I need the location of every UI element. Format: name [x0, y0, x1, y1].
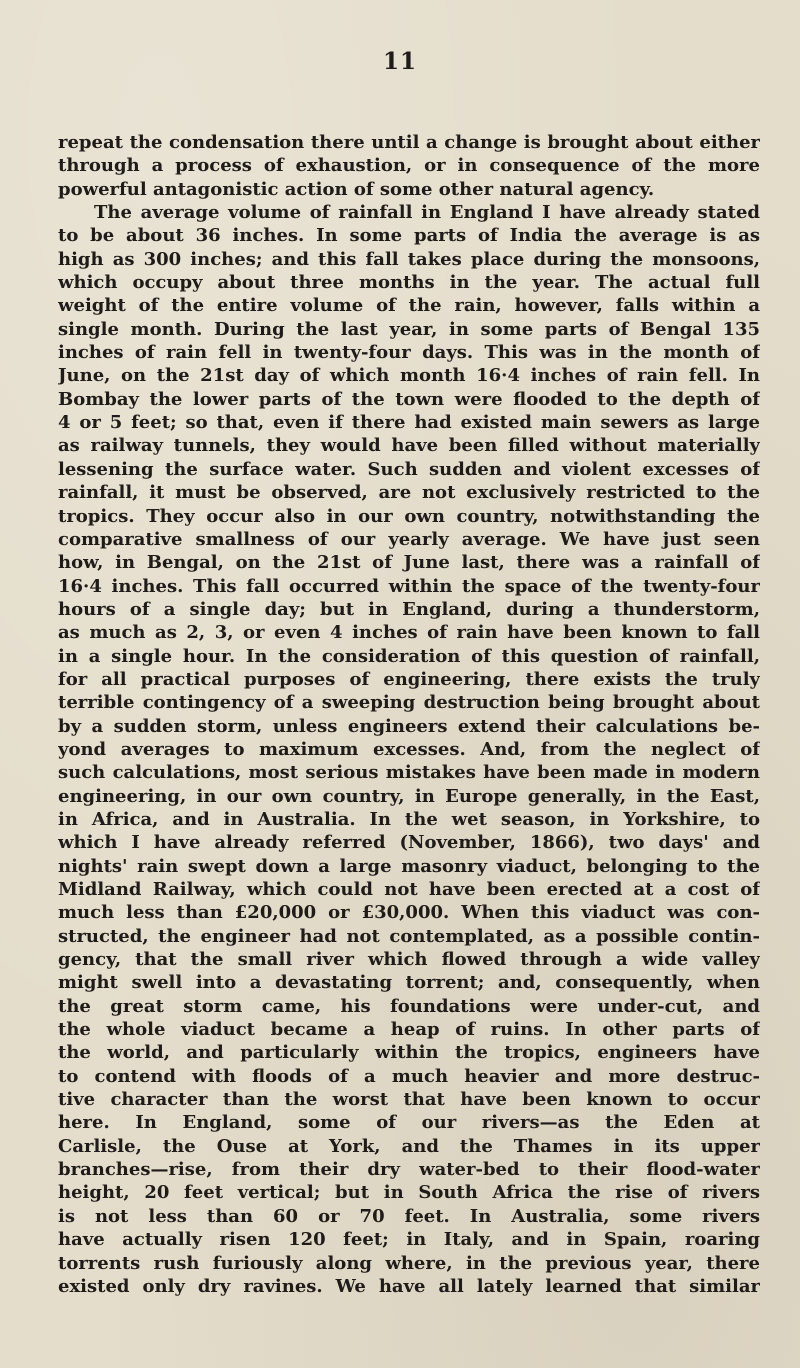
text-line: Midland Railway, which could not have been erected at a cost of: [58, 879, 760, 900]
text-line: gency, that the small river which flowed through a wide valley: [58, 949, 760, 971]
text-line: how, in Bengal, on the 21st of June last, there was a rainfall of: [58, 552, 760, 574]
text-line: high as 300 inches; and this fall takes place during the monsoons,: [58, 248, 760, 270]
text-line: yond averages to maximum excesses. And, from the neglect of: [58, 738, 760, 760]
text-line: for all practical purposes of engineering, there exists the truly: [58, 668, 760, 690]
text-line: tropics. They occur also in our own country, notwithstanding the: [58, 505, 760, 527]
text-line: the whole viaduct became a heap of ruins. In other parts of: [58, 1019, 760, 1041]
text-line: such calculations, most serious mistakes have been made in modern: [58, 762, 760, 784]
text-line: by a sudden storm, unless engineers extend their calculations be-: [58, 715, 760, 737]
text-line: existed only dry ravines. We have all lately learned that similar: [58, 1275, 760, 1297]
text-line: torrents rush furiously along where, in the previous year, there: [58, 1252, 760, 1274]
text-line: terrible contingency of a sweeping destruction being brought about: [58, 692, 760, 714]
text-line: here. In England, some of our rivers—as the Eden at: [58, 1112, 760, 1134]
text-line: to be about 36 inches. In some parts of India the average is as: [58, 225, 760, 247]
text-line: The average volume of rainfall in England I have already stated: [94, 202, 760, 224]
text-line: to contend with floods of a much heavier and more destruc-: [58, 1065, 760, 1087]
text-line: as much as 2, 3, or even 4 inches of rain have been known to fall: [58, 622, 760, 644]
text-line: as railway tunnels, they would have been filled without materially: [58, 435, 760, 457]
text-line: engineering, in our own country, in Europe generally, in the East,: [58, 785, 760, 807]
text-line: the great storm came, his foundations were under-cut, and: [58, 995, 760, 1017]
text-line: hours of a single day; but in England, during a thunderstorm,: [58, 598, 760, 620]
text-line: Bombay the lower parts of the town were flooded to the depth of: [58, 388, 760, 410]
text-line: structed, the engineer had not contemplated, as a possible contin-: [58, 925, 760, 947]
text-line: Carlisle, the Ouse at York, and the Thames in its upper: [58, 1135, 760, 1157]
text-line: is not less than 60 or 70 feet. In Australia, some rivers: [58, 1205, 760, 1227]
text-line: nights' rain swept down a large masonry viaduct, belonging to the: [58, 855, 760, 877]
text-line: in a single hour. In the consideration of this question of rainfall,: [58, 645, 760, 667]
text-line: weight of the entire volume of the rain, however, falls within a: [58, 295, 760, 317]
text-line: June, on the 21st day of which month 16·4 inches of rain fell. In: [58, 365, 760, 387]
text-line: single month. During the last year, in some parts of Bengal 135: [58, 318, 760, 340]
text-line: height, 20 feet vertical; but in South Africa the rise of rivers: [58, 1182, 760, 1204]
text-line: might swell into a devastating torrent; and, consequently, when: [58, 972, 760, 994]
text-line: much less than £20,000 or £30,000. When this viaduct was con-: [58, 902, 760, 924]
text-line: rainfall, it must be observed, are not exclusively restricted to the: [58, 482, 760, 504]
text-line: which I have already referred (November, 1866), two days' and: [58, 832, 760, 854]
text-line: 4 or 5 feet; so that, even if there had existed main sewers as large: [58, 412, 760, 434]
text-line: comparative smallness of our yearly average. We have just seen: [58, 528, 760, 550]
page-number: 11: [382, 48, 417, 75]
text-line: branches—rise, from their dry water-bed to their flood-water: [58, 1159, 760, 1181]
text-line: powerful antagonistic action of some other natural agency.: [58, 178, 655, 200]
text-line: inches of rain fell in twenty-four days. This was in the month of: [58, 342, 760, 364]
text-line: 16·4 inches. This fall occurred within the space of the twenty-four: [58, 575, 760, 597]
text-line: the world, and particularly within the tropics, engineers have: [58, 1042, 760, 1064]
text-line: tive character than the worst that have been known to occur: [58, 1089, 760, 1111]
text-line: through a process of exhaustion, or in consequence of the more: [58, 155, 760, 177]
body-text: [58, 131, 760, 1298]
text-line: repeat the condensation there until a change is brought about either: [58, 132, 760, 153]
text-line: lessening the surface water. Such sudden and violent excesses of: [58, 458, 760, 480]
text-line: in Africa, and in Australia. In the wet season, in Yorkshire, to: [58, 808, 760, 830]
text-line: have actually risen 120 feet; in Italy, and in Spain, roaring: [58, 1229, 760, 1251]
text-line: which occupy about three months in the year. The actual full: [58, 272, 760, 294]
